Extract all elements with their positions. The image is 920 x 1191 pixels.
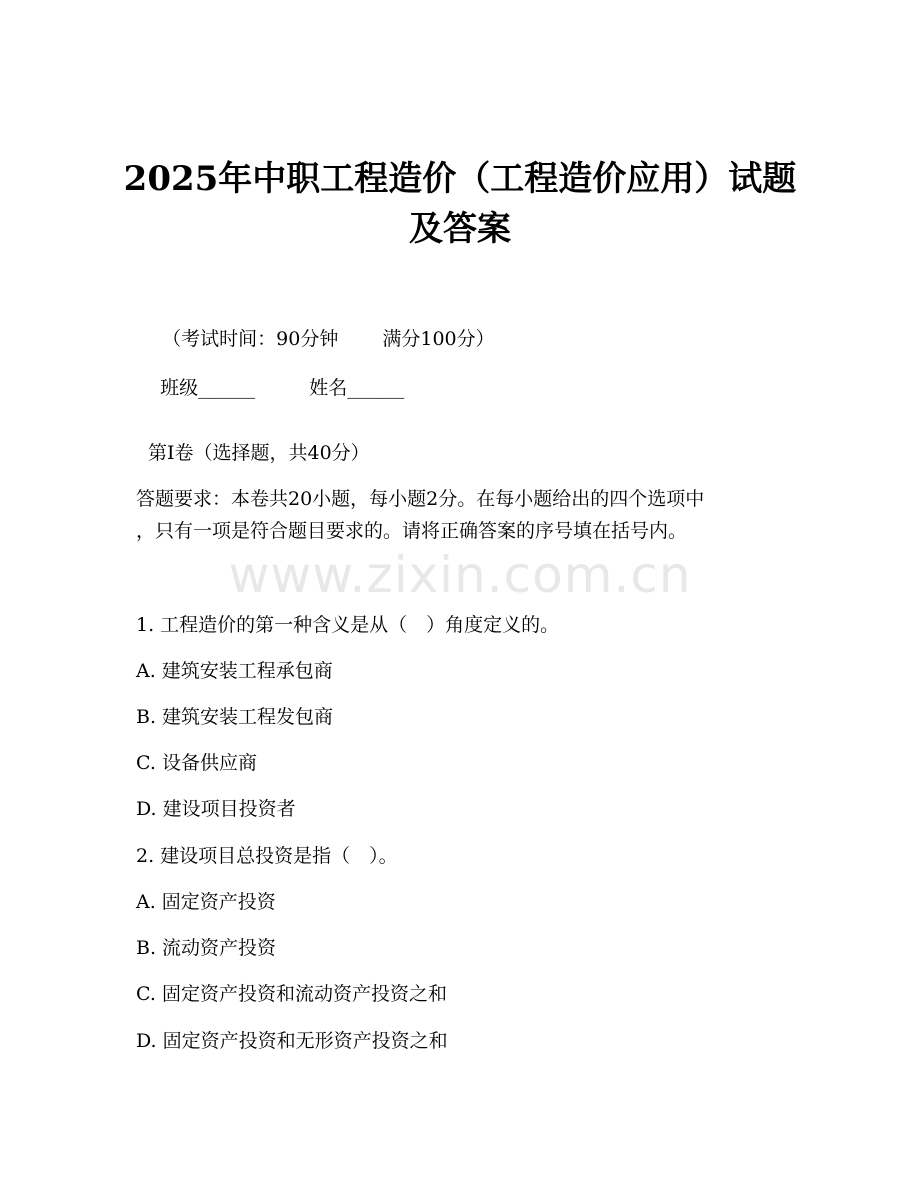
question-option: A. 固定资产投资 <box>136 891 276 913</box>
question-option: B. 建筑安装工程发包商 <box>136 706 334 728</box>
question-stem: 1. 工程造价的第一种含义是从（ ）角度定义的。 <box>136 614 560 636</box>
exam-time: （考试时间：90分钟 <box>162 328 339 350</box>
question-option: D. 固定资产投资和无形资产投资之和 <box>136 1030 448 1052</box>
section-heading: 第I卷（选择题，共40分） <box>148 442 370 464</box>
question-option: C. 设备供应商 <box>136 752 257 774</box>
question-option: B. 流动资产投资 <box>136 937 277 959</box>
student-fields <box>136 349 404 427</box>
document-title-line-1: 2025年中职工程造价（工程造价应用）试题 <box>123 159 797 199</box>
name-field-label: 姓名______ <box>309 377 405 399</box>
class-field-label: 班级______ <box>160 377 256 399</box>
exam-score: 满分100分） <box>382 328 495 350</box>
question-option: A. 建筑安装工程承包商 <box>136 660 333 682</box>
watermark: www.zixin.com.cn <box>228 546 692 604</box>
question-stem: 2. 建设项目总投资是指（ ）。 <box>136 845 398 867</box>
instructions-line-2: ，只有一项是符合题目要求的。请将正确答案的序号填在括号内。 <box>136 520 688 542</box>
question-option: C. 固定资产投资和流动资产投资之和 <box>136 983 447 1005</box>
document-title-line-2: 及答案 <box>409 209 511 249</box>
instructions-line-1: 答题要求：本卷共20小题，每小题2分。在每小题给出的四个选项中 <box>136 488 705 510</box>
question-option: D. 建设项目投资者 <box>136 798 296 820</box>
